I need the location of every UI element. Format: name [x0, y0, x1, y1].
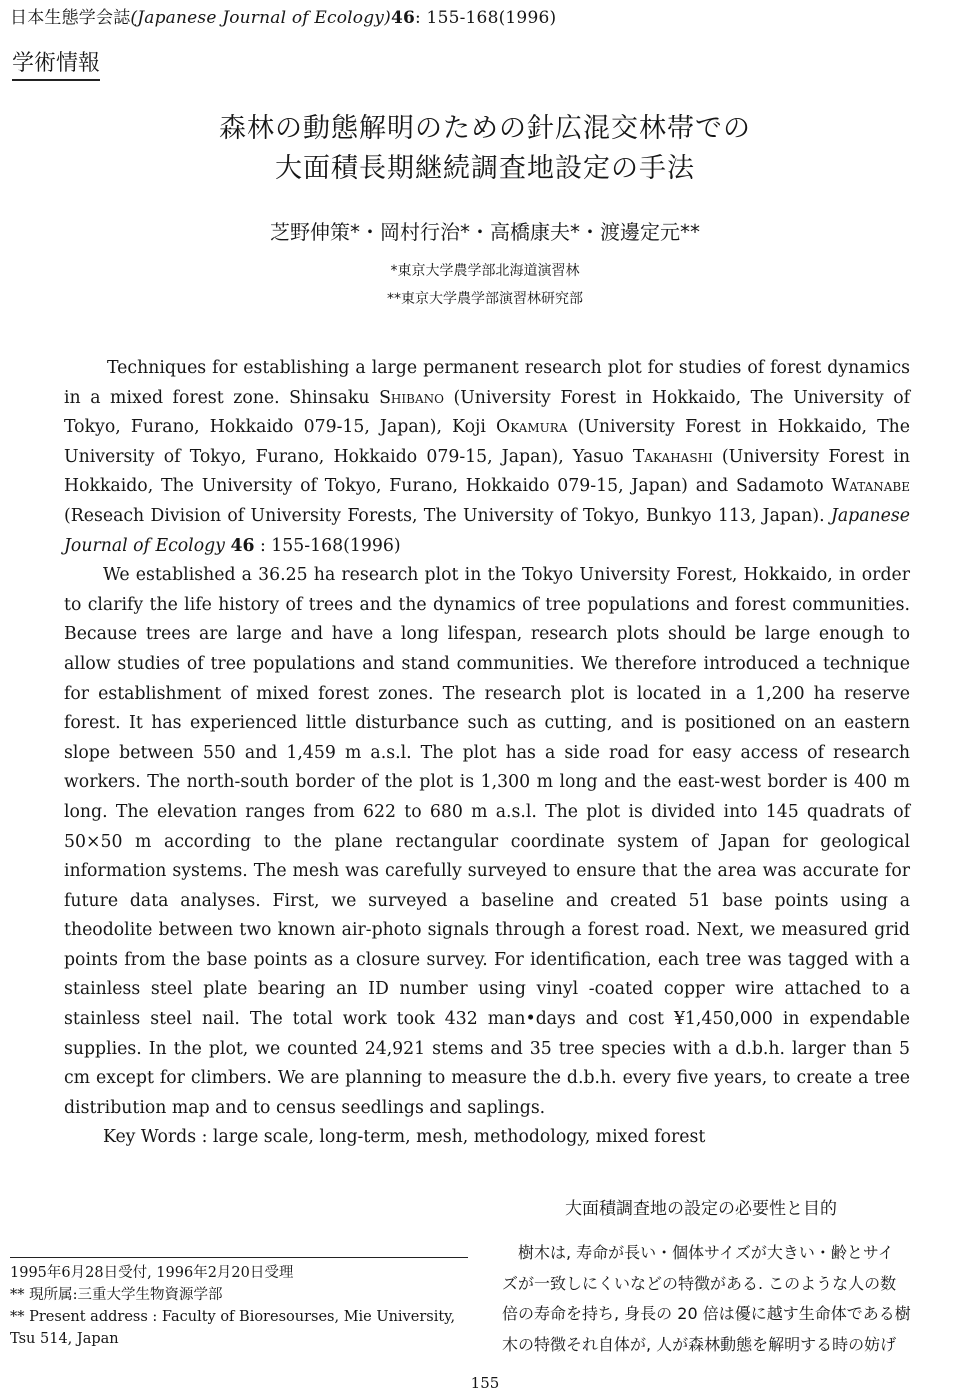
abstract-body: We established a 36.25 ha research plot in the Tokyo University Forest, Hokkaido, in order to clarify the life history of trees and the dynamics of tree populations and forest communities. Because trees are large and have a long lifespan, research plots should be large enough to allow studies of tree populations and stand communities. We therefore introduced a technique for establishment of mixed forest zones. The research plot is located in a 1,200 ha reserve forest. It has experienced little disturbance such as cutting, and is positioned on an eastern slope between 550 and 1,459 m a.s.l. The plot has a side road for easy access of research workers. The north-south border of the plot is 1,300 m long and the east-west border is 400 m long. The elevation ranges from 622 to 680 m a.s.l. The plot is divided into 145 quadrats of 50×50 m according to the plane rectangular coordinate system of Japan for geological information systems. The mesh was carefully surveyed to ensure that the area was accurate for future data analyses. First, we surveyed a baseline and created 51 base points using a theodolite between two known air-photo signals through a forest road. Next, we measured grid points from the base points as a closure survey. For identification, each tree was tagged with a stainless steel plate bearing an ID number using vinyl -coated copper wire attached to a stainless steel nail. The total work took 432 man•days and cost ¥1,450,000 in expendable supplies. In the plot, we counted 24,921 stems and 35 tree species with a d.b.h. larger than 5 cm except for climbers. We are planning to measure the d.b.h. every five years, to create a tree distribution map and to census seedlings and saplings. — [64, 565, 910, 1118]
author-surname: Watanabe — [831, 476, 910, 497]
section-heading: 大面積調査地の設定の必要性と目的 — [565, 1199, 837, 1219]
pages-year: : 155-168(1996) — [415, 8, 557, 28]
author-surname: Shibano — [379, 387, 444, 408]
footnotes — [10, 1262, 468, 1350]
affiliation-1: *東京大学農学部北海道演習林 — [390, 263, 580, 279]
section-tag: 学術情報 — [12, 50, 100, 81]
authors: 芝野伸策*・岡村行治*・高橋康夫*・渡邊定元** — [270, 220, 700, 244]
author-surname: Okamura — [496, 417, 568, 438]
present-address-en: ** Present address : Faculty of Bioresourses, Mie University, Tsu 514, Japan — [10, 1309, 456, 1347]
title-line-1: 森林の動態解明のための針広混交林帯での — [219, 113, 751, 144]
footnote-divider — [10, 1257, 468, 1258]
title-line-2: 大面積長期継続調査地設定の手法 — [275, 153, 695, 184]
body-line: 倍の寿命を持ち, 身長の 20 倍は優に越す生命体である樹 — [502, 1304, 911, 1323]
journal-citation: Japanese Journal of Ecology — [64, 505, 910, 556]
keywords: Key Words : large scale, long-term, mesh, methodology, mixed forest — [103, 1127, 706, 1148]
body-line: 樹木は, 寿命が長い・個体サイズが大きい・齢とサイ — [518, 1243, 894, 1262]
present-address-jp: ** 現所属:三重大学生物資源学部 — [10, 1287, 223, 1303]
page-number: 155 — [470, 1374, 500, 1392]
journal-name-en: (Japanese Journal of Ecology) — [130, 8, 391, 28]
affiliation-2: **東京大学農学部演習林研究部 — [387, 291, 583, 307]
author-surname: Takahashi — [632, 446, 713, 467]
journal-name-jp: 日本生態学会誌 — [10, 8, 131, 28]
body-line: 木の特徴それ自体が, 人が森林動態を解明する時の妨げ — [502, 1334, 897, 1354]
abstract-header: Techniques for establishing a large permanent research plot for studies of forest dynamics in a mixed forest zone. Shinsaku Shibano (University Forest in Hokkaido, The University of Tokyo, Furano, Hokkaido 079-15, Japan), Koji Okamura (University Forest in Hokkaido, The University of Tokyo, Furano, Hokkaido 079-15, Japan), Yasuo Takahashi (University Forest in Hokkaido, The University of Tokyo, Furano, Hokkaido 079-15, Japan) and Sadamoto Watanabe (Reseach Division of University Forests, The University of Tokyo, Bunkyo 113, Japan). Japanese Journal of Ecology 46 : 155-168(1996) — [64, 358, 911, 556]
japanese-body-text — [502, 1238, 962, 1360]
english-abstract — [64, 354, 910, 1153]
running-header — [10, 3, 556, 28]
volume-number: 46 — [390, 8, 416, 28]
body-line: ズが一致しにくいなどの特徴がある. このような人の数 — [502, 1273, 897, 1293]
received-date: 1995年6月28日受付, 1996年2月20日受理 — [10, 1265, 294, 1281]
